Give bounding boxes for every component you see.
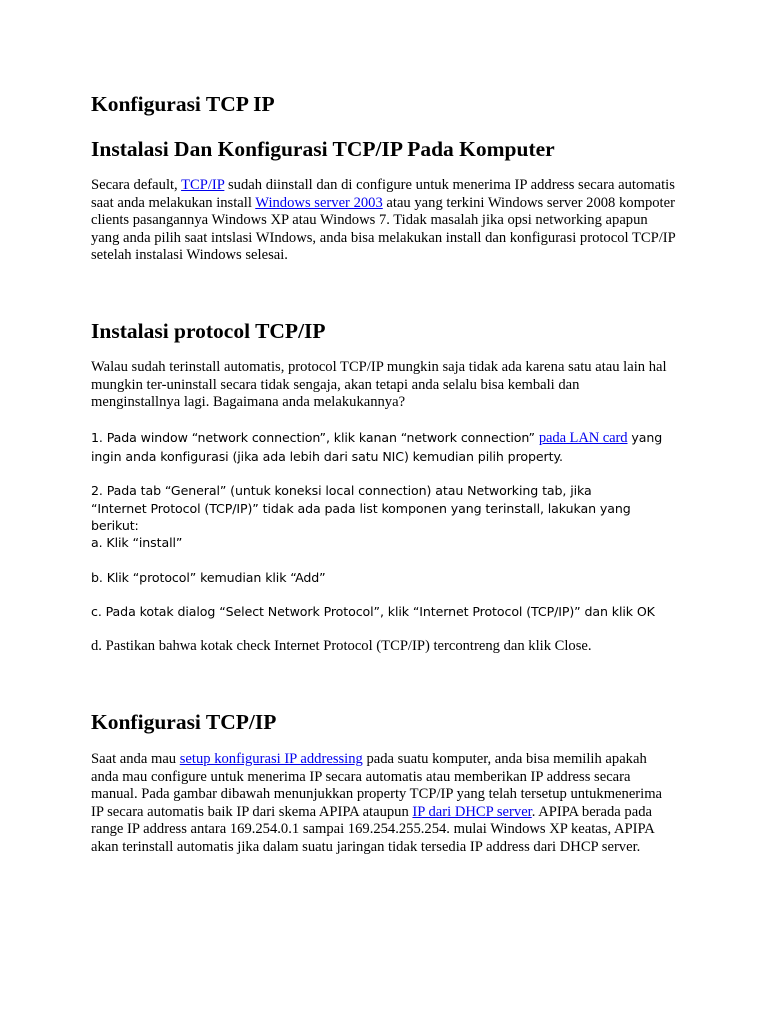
step-1-text-a: 1. Pada window “network connection”, klik kanan “network connection” bbox=[91, 430, 539, 445]
intro-text-2: sudah diinstall dan di configure untuk menerima IP address secara automatis saat anda melakukan install bbox=[91, 177, 675, 211]
lan-card-link[interactable]: pada LAN card bbox=[538, 430, 628, 446]
config-text-3: . APIPA berada pada range IP address antara 169.254.0.1 sampai 169.254.255.254. mulai Windows XP keatas, APIPA akan terinstall automatis jika dalam suatu jaringan tidak tersedia IP address dari DHCP server. bbox=[91, 803, 654, 855]
install-step-c: c. Pada kotak dialog “Select Network Protocol”, klik “Internet Protocol (TCP/IP)” dan klik OK bbox=[91, 604, 655, 619]
tcpip-link[interactable]: TCP/IP bbox=[181, 177, 225, 193]
article-subtitle: Instalasi Dan Konfigurasi TCP/IP Pada Komputer bbox=[91, 137, 555, 161]
intro-text-1: Secara default, bbox=[91, 177, 182, 193]
windows-server-2003-link[interactable]: Windows server 2003 bbox=[255, 194, 383, 211]
install-step-1 bbox=[91, 429, 673, 465]
setup-ip-addressing-link[interactable]: setup konfigurasi IP addressing bbox=[179, 751, 363, 767]
step-1-text-b: yang ingin anda konfigurasi (jika ada lebih dari satu NIC) kemudian pilih property. bbox=[91, 430, 663, 464]
install-paragraph: Walau sudah terinstall automatis, protocol TCP/IP mungkin saja tidak ada karena satu atau lain hal mungkin ter-uninstall secara tidak sengaja, akan tetapi anda selalu bisa kembali dan menginstallnya lagi. Bagaimana anda melakukannya? bbox=[91, 359, 667, 411]
config-text-1: Saat anda mau bbox=[91, 751, 180, 767]
page-title: Konfigurasi TCP IP bbox=[91, 92, 275, 116]
install-step-2: 2. Pada tab “General” (untuk koneksi local connection) atau Networking tab, jika “Internet Protocol (TCP/IP)” tidak ada pada list komponen yang terinstall, lakukan yang berikut: bbox=[91, 483, 631, 534]
section-heading-config: Konfigurasi TCP/IP bbox=[91, 710, 277, 734]
dhcp-server-link[interactable]: IP dari DHCP server bbox=[412, 803, 532, 820]
install-step-b: b. Klik “protocol” kemudian klik “Add” bbox=[91, 570, 326, 585]
intro-text-3: atau yang terkini Windows server 2008 kompoter clients pasangannya Windows XP atau Windows 7. Tidak masalah jika opsi networking apapun yang anda pilih saat intslasi WIndows, anda bisa melakukan install dan konfigurasi protocol TCP/IP setelah instalasi Windows selesai. bbox=[91, 194, 676, 264]
install-step-d: d. Pastikan bahwa kotak check Internet Protocol (TCP/IP) tercontreng dan klik Close. bbox=[91, 638, 592, 654]
install-step-a: a. Klik “install” bbox=[91, 535, 183, 550]
config-paragraph bbox=[91, 751, 675, 857]
section-heading-install: Instalasi protocol TCP/IP bbox=[91, 319, 326, 343]
intro-paragraph bbox=[91, 177, 677, 265]
config-text-2: pada suatu komputer, anda bisa memilih apakah anda mau configure untuk menerima IP secara automatis atau memberikan IP address secara manual. Pada gambar dibawah menunjukkan property TCP/IP yang telah tersetup untukmenerima IP secara automatis baik IP dari skema APIPA ataupun bbox=[91, 751, 663, 820]
